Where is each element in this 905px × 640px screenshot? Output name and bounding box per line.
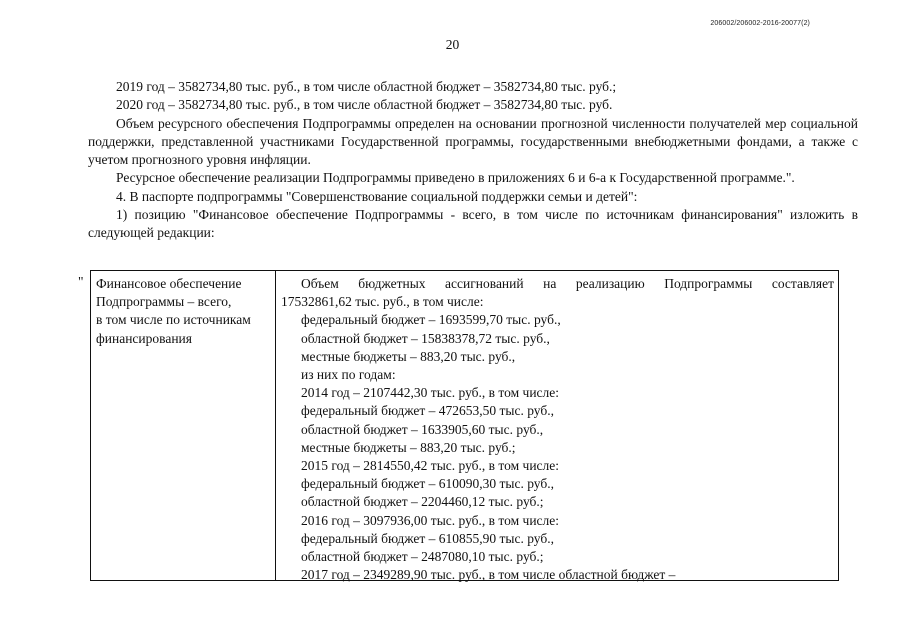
right-cell-line: местные бюджеты – 883,20 тыс. руб.; xyxy=(301,439,516,455)
table-open-quote: " xyxy=(78,274,84,289)
paragraph-resource-provision: Ресурсное обеспечение реализации Подпрограммы приведено в приложениях 6 и 6-а к Государственной программе.". xyxy=(116,170,795,186)
table-right-cell xyxy=(281,275,834,584)
document-id: 206002/206002-2016-20077(2) xyxy=(710,20,810,27)
right-cell-line: 2016 год – 3097936,00 тыс. руб., в том числе: xyxy=(301,512,560,528)
right-cell-line: 2015 год – 2814550,42 тыс. руб., в том числе: xyxy=(301,458,560,474)
paragraph-2020: 2020 год – 3582734,80 тыс. руб., в том числе областной бюджет – 3582734,80 тыс. руб. xyxy=(116,97,613,113)
right-cell-line: областной бюджет – 15838378,72 тыс. руб., xyxy=(301,330,550,346)
table-left-cell xyxy=(96,275,278,348)
right-cell-line: федеральный бюджет – 610090,30 тыс. руб., xyxy=(301,476,554,492)
right-cell-line: федеральный бюджет – 610855,90 тыс. руб., xyxy=(301,530,554,546)
right-cell-line: 2017 год – 2349289,90 тыс. руб., в том числе областной бюджет – xyxy=(301,567,676,583)
right-cell-line: областной бюджет – 2204460,12 тыс. руб.; xyxy=(301,494,544,510)
left-cell-line: финансирования xyxy=(96,330,192,346)
right-cell-line: 2014 год – 2107442,30 тыс. руб., в том числе: xyxy=(301,385,560,401)
left-cell-line: Финансовое обеспечение xyxy=(96,276,242,291)
right-cell-line: местные бюджеты – 883,20 тыс. руб., xyxy=(301,348,516,364)
paragraph-volume-basis: Объем ресурсного обеспечения Подпрограммы определен на основании прогнозной численности получателей мер социальной поддержки, представленной участниками Государственной программы, государственными внебюджетными фондами, а также с учетом прогнозного уровня инфляции. xyxy=(88,115,858,168)
paragraph-item-4: 4. В паспорте подпрограммы "Совершенствование социальной поддержки семьи и детей": xyxy=(116,188,638,204)
right-cell-total-line: 17532861,62 тыс. руб., в том числе: xyxy=(281,294,484,310)
right-cell-first-line: Объем бюджетных ассигнований на реализацию Подпрограммы составляет xyxy=(301,276,834,291)
paragraph-2019: 2019 год – 3582734,80 тыс. руб., в том числе областной бюджет – 3582734,80 тыс. руб.; xyxy=(116,79,617,94)
right-cell-line: федеральный бюджет – 1693599,70 тыс. руб., xyxy=(301,312,561,328)
page-number: 20 xyxy=(445,37,460,52)
left-cell-line: в том числе по источникам xyxy=(96,312,251,328)
right-cell-line: из них по годам: xyxy=(301,367,396,383)
paragraph-item-1: 1) позицию "Финансовое обеспечение Подпрограммы - всего, в том числе по источникам финансирования" изложить в следующей редакции: xyxy=(88,207,858,241)
left-cell-line: Подпрограммы – всего, xyxy=(96,294,232,310)
document-body xyxy=(88,78,858,243)
right-cell-line: федеральный бюджет – 472653,50 тыс. руб., xyxy=(301,403,554,419)
right-cell-line: областной бюджет – 1633905,60 тыс. руб., xyxy=(301,421,544,437)
right-cell-line: областной бюджет – 2487080,10 тыс. руб.; xyxy=(301,549,544,565)
